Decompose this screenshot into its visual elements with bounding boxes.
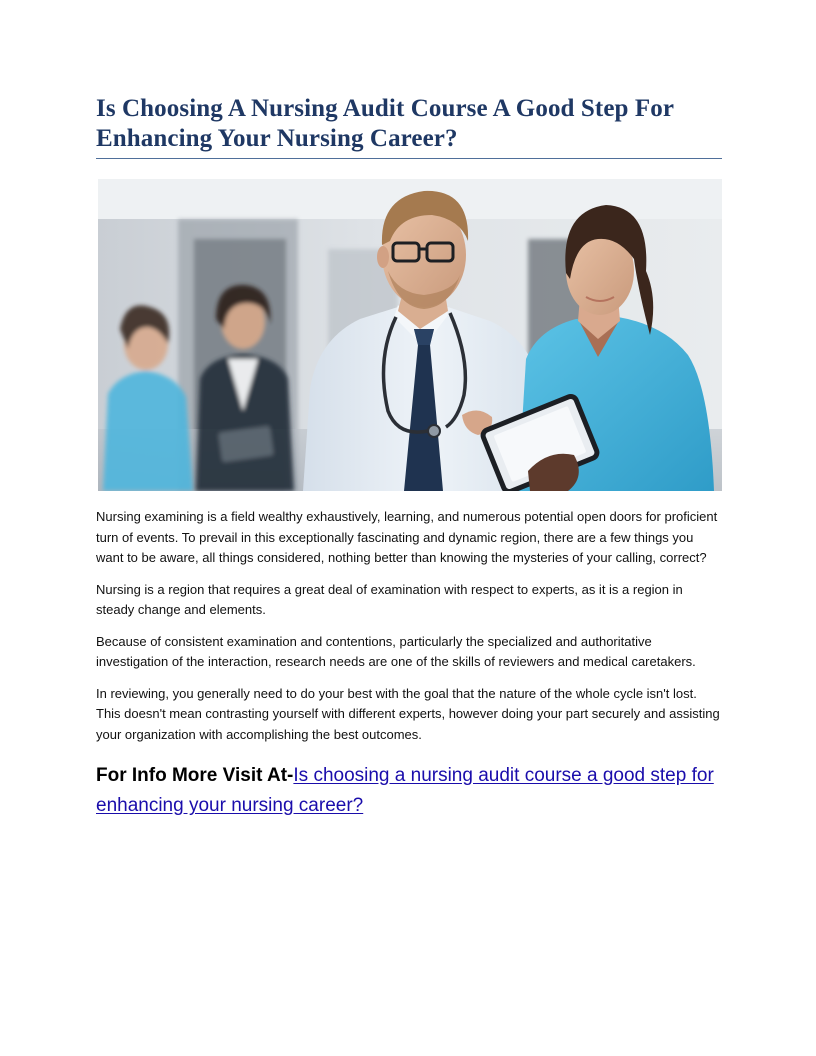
info-lead-text: For Info More Visit At- — [96, 765, 294, 786]
hero-image — [98, 179, 722, 491]
paragraph: Nursing is a region that requires a great deal of examination with respect to experts, as it is a region in steady change and elements. — [96, 581, 683, 617]
document-page — [96, 94, 722, 821]
paragraph: Nursing examining is a field wealthy exhaustively, learning, and numerous potential open doors for proficient turn of events. To prevail in this exceptionally fascinating and dynamic region, there are a few things you want to be aware, all things considered, nothing better than knowing the mysteries of your calling, correct? — [96, 509, 718, 565]
info-visit-line — [96, 761, 722, 821]
paragraph: In reviewing, you generally need to do your best with the goal that the nature of the whole cycle isn't lost. This doesn't mean contrasting yourself with different experts, however doing your part securely and assisting your organization with accomplishing the best outcomes. — [96, 685, 720, 742]
title-underline-divider — [96, 158, 722, 159]
paragraph: Because of consistent examination and contentions, particularly the specialized and authoritative investigation of the interaction, research needs are one of the skills of reviewers and medical caretakers. — [96, 633, 696, 669]
page-title: Is Choosing A Nursing Audit Course A Good Step For Enhancing Your Nursing Career? — [96, 95, 674, 152]
article-body — [96, 507, 722, 745]
article-link[interactable]: Is choosing a nursing audit course a good step for enhancing your nursing career? — [96, 765, 714, 816]
